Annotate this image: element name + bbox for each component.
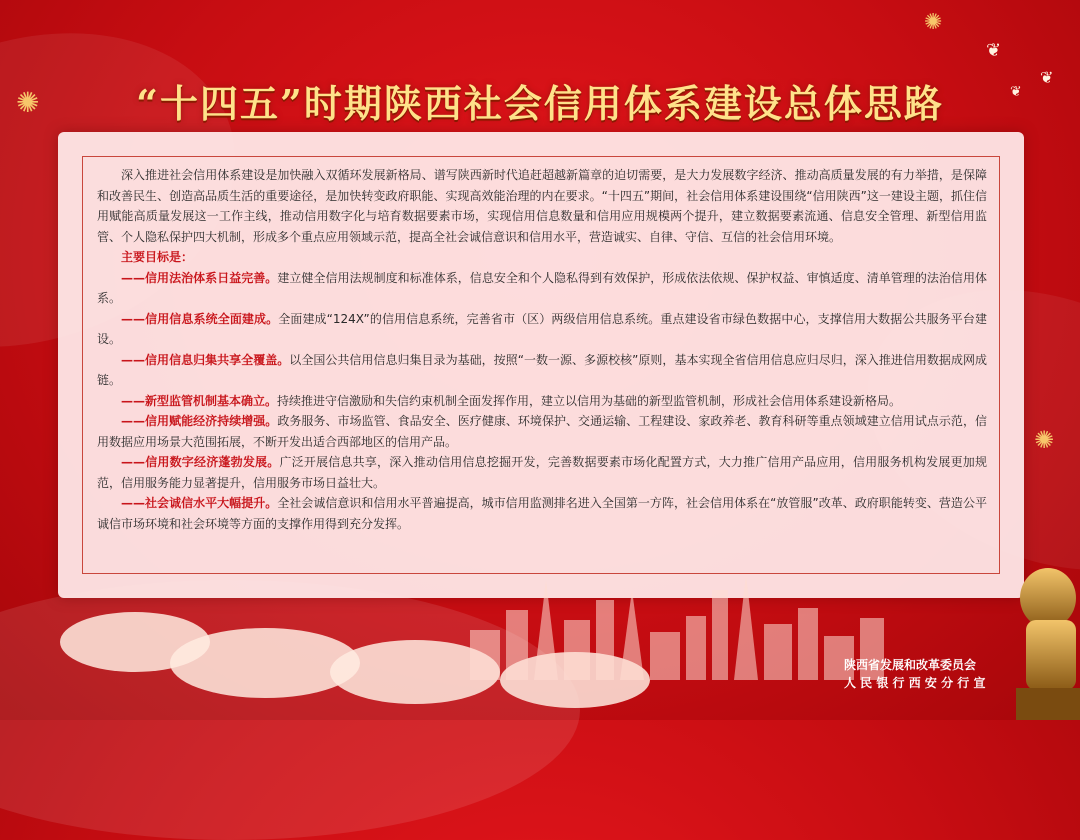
intro-paragraph: 深入推进社会信用体系建设是加快融入双循环发展新格局、谱写陕西新时代追赶超越新篇章的迫切需要，是大力发展数字经济、推动高质量发展的有力举措，是保障和改善民生、创造高品质生活的重要途径，是加快转变政府职能、实现高效能治理的内在要求。“十四五”期间，社会信用体系建设围绕“信用陕西”这一建设主题，抓住信用赋能高质量发展这一工作主线，推动信用数字化与培育数据要素市场，实现信用信息数量和信用应用规模两个提升，建立数据要素流通、信息安全管理、新型信用监管、个人隐私保护四大机制，形成多个重点应用领域示范，提高全社会诚信意识和信用水平，营造诚实、自律、守信、互信的社会信用环境。 (97, 168, 987, 244)
publisher-name: 人 民 银 行 西 安 分 行 (844, 676, 970, 690)
goals-heading: 主要目标是： (121, 250, 194, 264)
firework-icon: ✺ (1034, 426, 1055, 454)
dove-icon: ❦ (1010, 84, 1022, 100)
goal-text: 建立健全信用法规制度和标准体系，信息安全和个人隐私得到有效保护，形成依法依规、保护权益、审慎适度、清单管理的法治信用体系。 (97, 270, 987, 305)
goal-item (97, 309, 987, 350)
content-panel (58, 132, 1024, 598)
goal-text: 持续推进守信激励和失信约束机制全面发挥作用，建立以信用为基础的新型监管机制，形成社会信用体系建设新格局。 (277, 393, 902, 408)
city-skyline (470, 560, 890, 680)
goal-title: ——社会诚信水平大幅提升。 (121, 496, 278, 510)
goal-title: ——信用数字经济蓬勃发展。 (121, 455, 280, 469)
publisher-block (844, 656, 985, 692)
goal-title: ——信用信息系统全面建成。 (121, 311, 279, 326)
goal-item (97, 452, 987, 493)
content-frame (82, 156, 1000, 574)
goal-text: 以全国公共信用信息归集目录为基础，按照“一数一源、多源校核”原则，基本实现全省信用信息应归尽归，深入推进信用数据成网成链。 (97, 352, 987, 387)
goal-text: 全面建成“124X”的信用信息系统，完善省市（区）两级信用信息系统。重点建设省市绿色数据中心，支撑信用大数据公共服务平台建设。 (97, 311, 987, 346)
dove-icon: ❦ (1040, 68, 1054, 87)
page-title: “十四五”时期陕西社会信用体系建设总体思路 (136, 81, 944, 127)
goal-text: 广泛开展信息共享，深入推动信用信息挖掘开发，完善数据要素市场化配置方式，大力推广信用产品应用，信用服务机构发展更加规范，信用服务能力显著提升，信用服务市场日益壮大。 (97, 455, 987, 490)
goal-item (97, 493, 987, 534)
goal-title: ——信用信息归集共享全覆盖。 (121, 352, 290, 367)
publisher-line: 陕西省发展和改革委员会 (844, 658, 977, 672)
goal-title: ——信用赋能经济持续增强。 (121, 414, 278, 428)
publisher-suffix: 宣 (973, 676, 986, 690)
goal-item (97, 268, 987, 309)
goal-title: ——信用法治体系日益完善。 (121, 270, 278, 285)
firework-icon: ✺ (16, 86, 40, 119)
stone-lion-statue (1002, 560, 1080, 720)
goal-text: 政务服务、市场监管、食品安全、医疗健康、环境保护、交通运输、工程建设、家政养老、教育科研等重点领域建立信用试点示范，信用数据应用场景大范围拓展，不断开发出适合西部地区的信用产品。 (97, 414, 987, 449)
publisher-line (844, 674, 985, 692)
goal-title: ——新型监管机制基本确立。 (121, 393, 278, 408)
dove-icon: ❦ (986, 40, 1002, 61)
goal-item (97, 391, 987, 412)
cloud-decoration (170, 628, 360, 698)
firework-icon: ✺ (924, 10, 943, 35)
goal-text: 全社会诚信意识和信用水平普遍提高，城市信用监测排名进入全国第一方阵，社会信用体系在“放管服”改革、政府职能转变、营造公平诚信市场环境和社会环境等方面的支撑作用得到充分发挥。 (97, 496, 987, 531)
goal-item (97, 411, 987, 452)
goal-item (97, 350, 987, 391)
